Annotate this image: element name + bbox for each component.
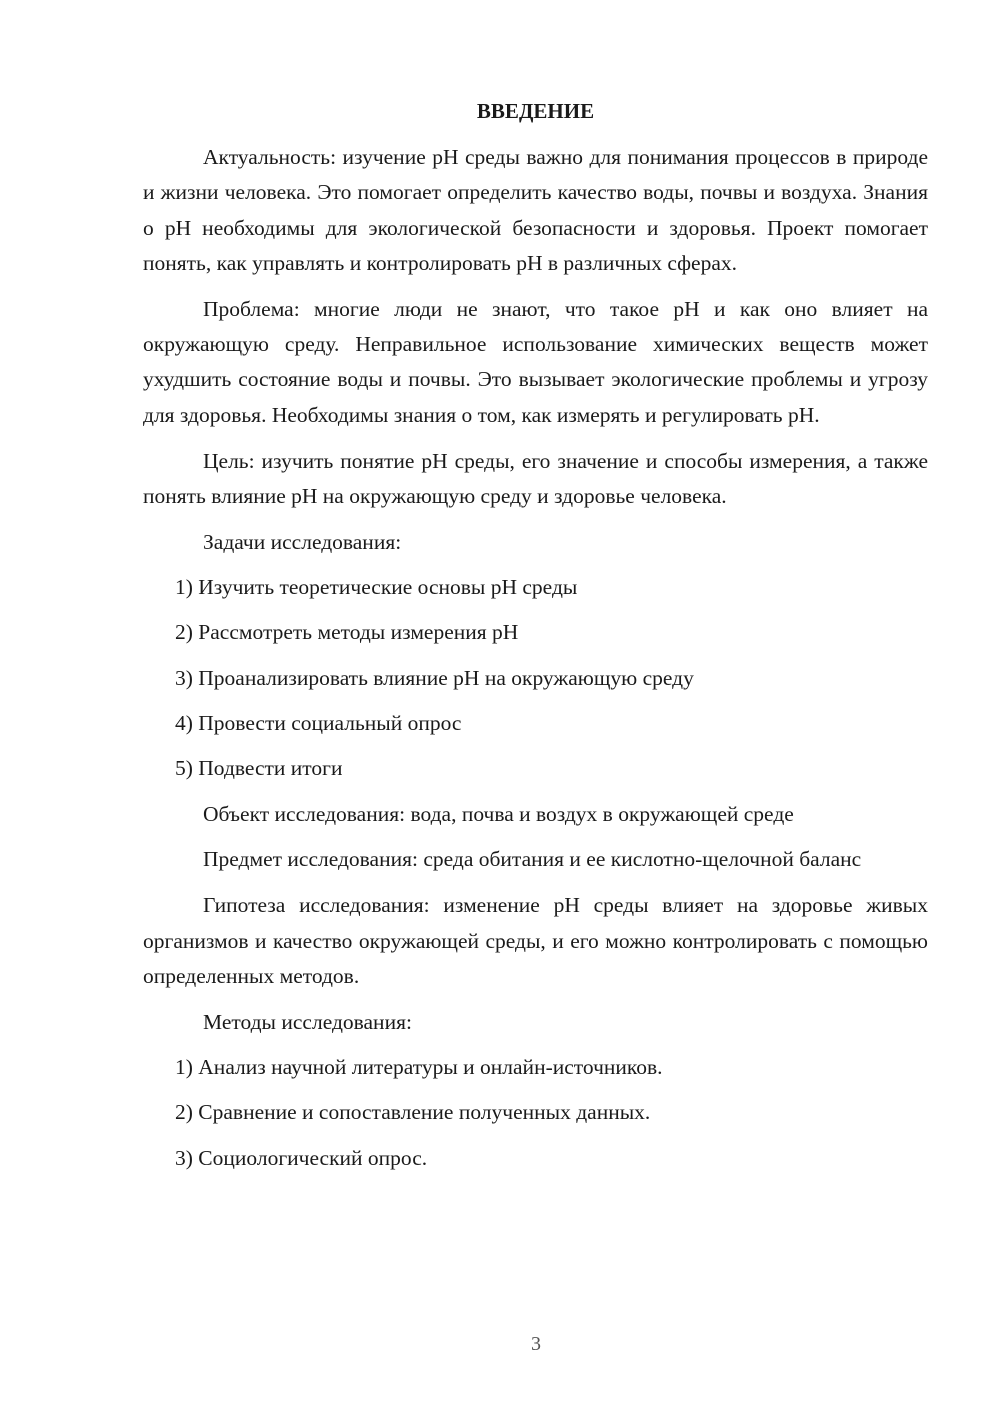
list-item: 5) Подвести итоги (175, 756, 343, 781)
problem-paragraph: Проблема: многие люди не знают, что такое pH и как оно влияет на окружающую среду. Неправильное использование химических веществ может ухудшить состояние воды и почвы. Это вызывает экологические проблемы и угрозу для здоровья. Необходимы знания о том, как измерять и регулировать pH. (143, 296, 928, 427)
list-item: 4) Провести социальный опрос (175, 710, 462, 735)
document-body (143, 94, 928, 1186)
list-item: 2) Рассмотреть методы измерения pH (175, 620, 519, 645)
methods-list (143, 1050, 928, 1176)
list-item: 3) Проанализировать влияние pH на окружающую среду (175, 665, 694, 690)
list-item: 1) Анализ научной литературы и онлайн-источников. (175, 1055, 663, 1080)
object-paragraph: Объект исследования: вода, почва и воздух в окружающей среде (203, 801, 794, 826)
list-item: 3) Социологический опрос. (175, 1145, 428, 1170)
page-number: 3 (531, 1333, 541, 1355)
page-title: ВВЕДЕНИЕ (476, 99, 595, 123)
subject-paragraph: Предмет исследования: среда обитания и ее кислотно-щелочной баланс (203, 847, 862, 872)
methods-heading: Методы исследования: (203, 1009, 412, 1034)
goal-paragraph: Цель: изучить понятие pH среды, его значение и способы измерения, а также понять влияние pH на окружающую среду и здоровье человека. (143, 448, 928, 508)
tasks-list (143, 570, 928, 786)
relevance-paragraph: Актуальность: изучение pH среды важно для понимания процессов в природе и жизни человека. Это помогает определить качество воды, почвы и воздуха. Знания о pH необходимы для экологической безопасности и здоровья. Проект помогает понять, как управлять и контролировать pH в различных сферах. (143, 145, 928, 275)
tasks-heading: Задачи исследования: (203, 529, 402, 554)
list-item: 1) Изучить теоретические основы pH среды (175, 575, 578, 600)
hypothesis-paragraph: Гипотеза исследования: изменение pH среды влияет на здоровье живых организмов и качество окружающей среды, и его можно контролировать с помощью определенных методов. (143, 893, 928, 988)
list-item: 2) Сравнение и сопоставление полученных данных. (175, 1100, 651, 1125)
